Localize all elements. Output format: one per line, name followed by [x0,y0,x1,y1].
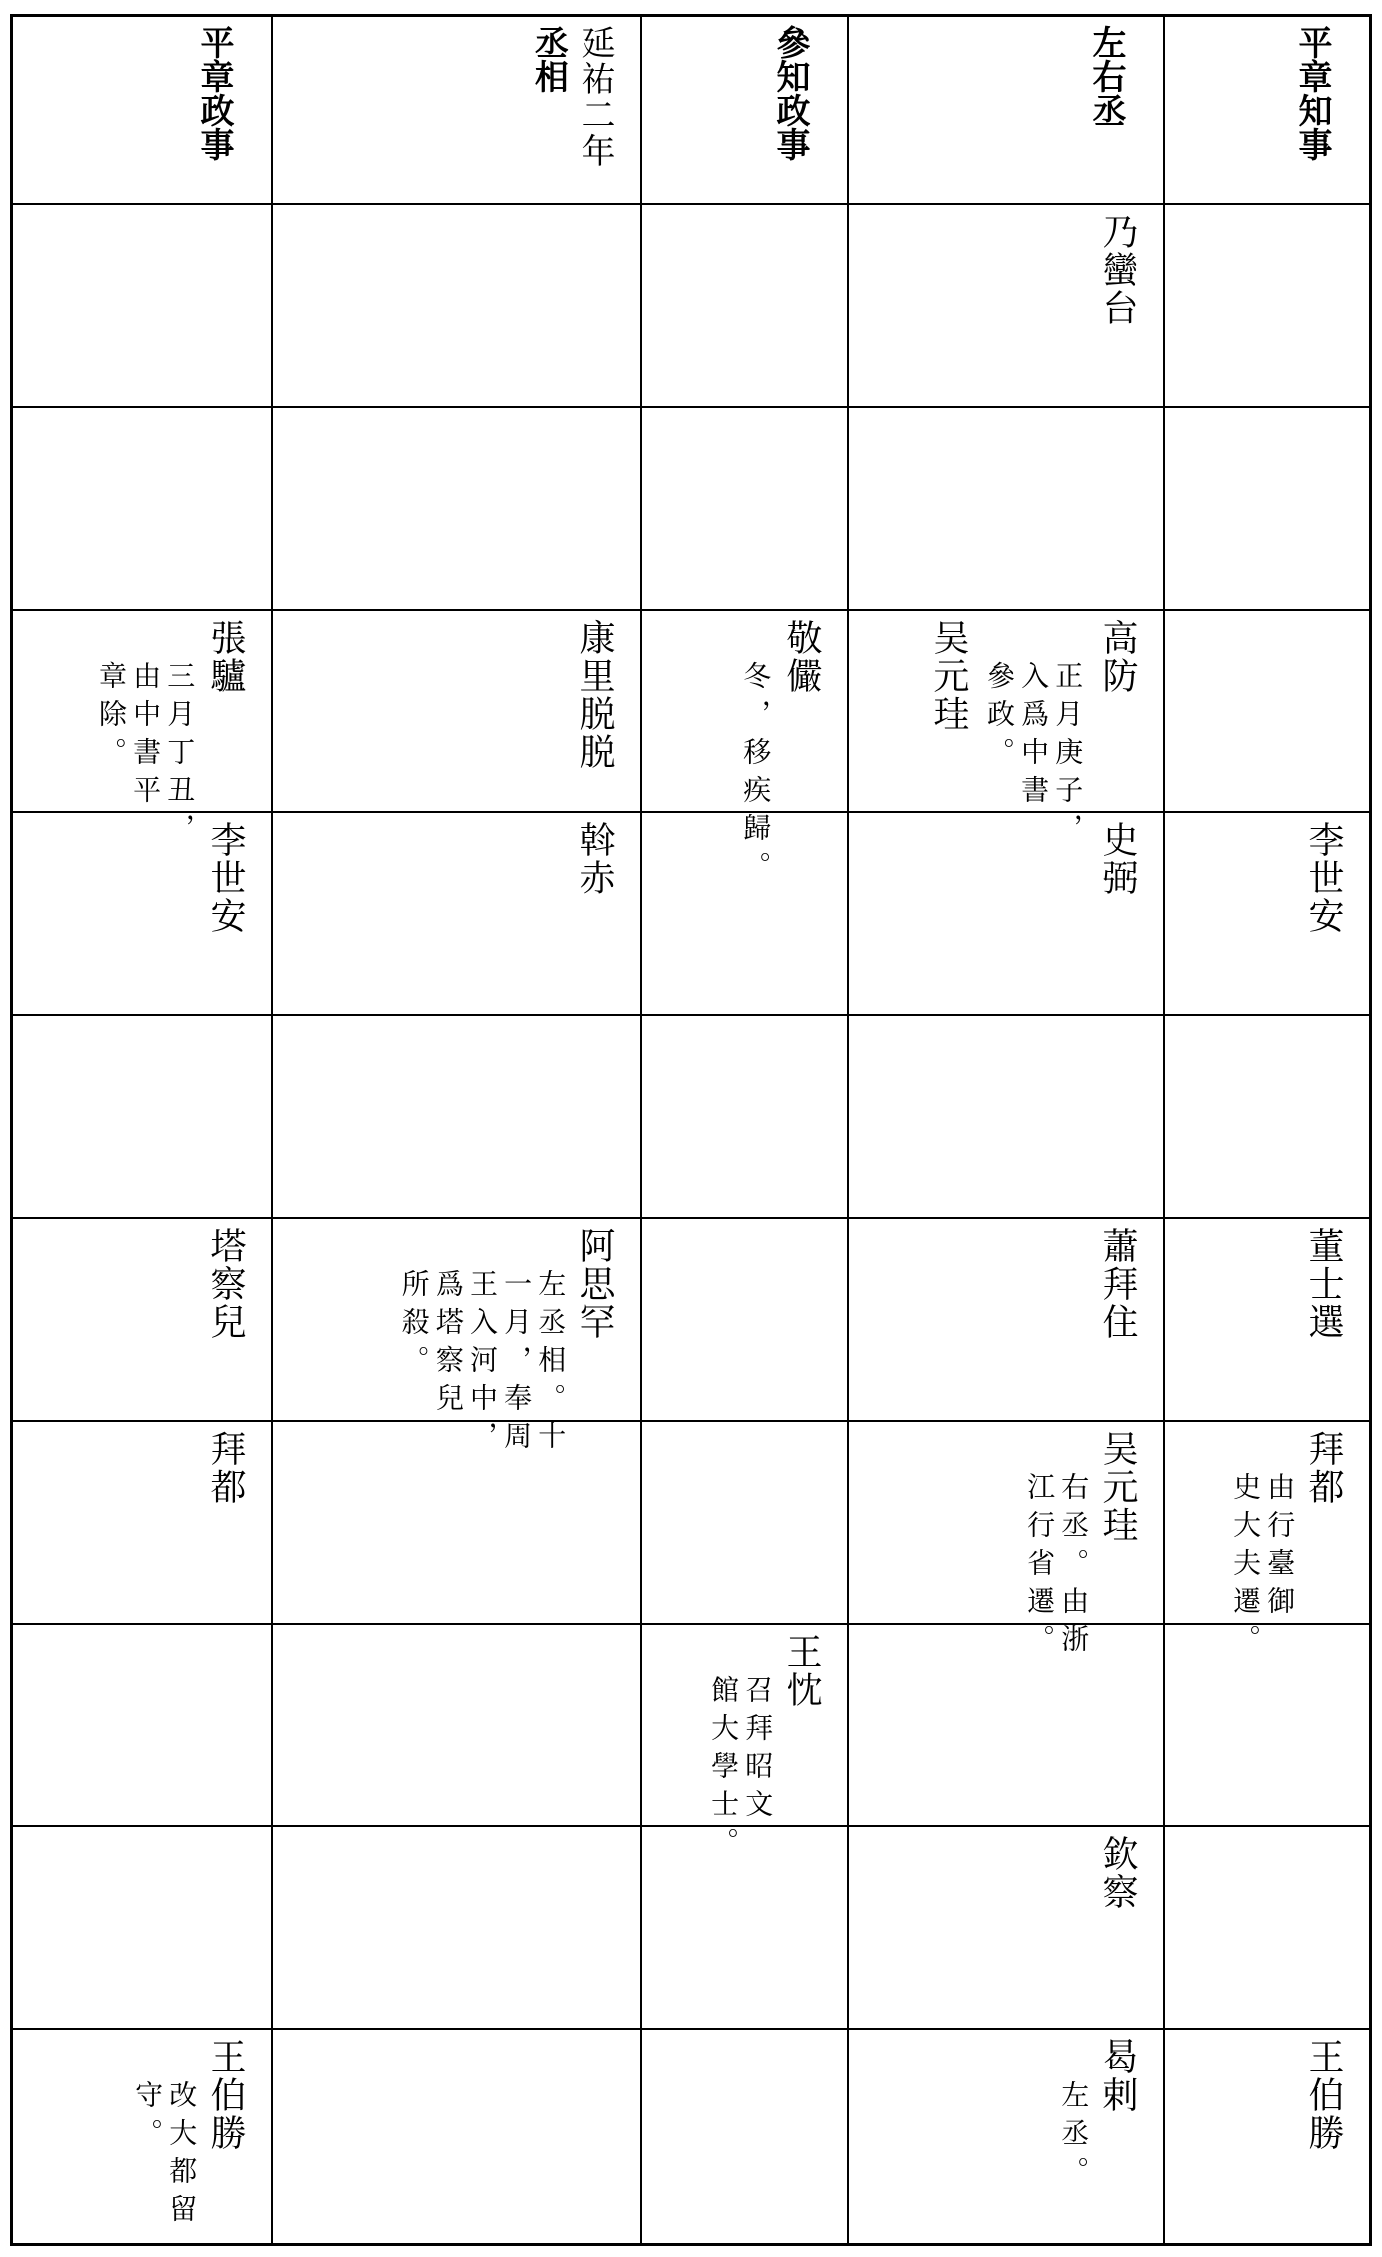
column-divider [640,17,642,2243]
header-cell [273,17,640,203]
official-name: 吴元珪 [927,619,969,733]
official-name: 張驢 [205,619,246,695]
official-name: 曷剌 [1097,2038,1138,2114]
official-name: 王伯勝 [1303,2038,1344,2152]
row-divider [13,406,1369,408]
header-label: 丞相 [528,25,569,93]
header-label: 參知政事 [770,25,810,161]
official-note: 三月丁丑， 由中書平 章除。 [94,661,197,851]
official-name: 阿思罕 [574,1227,615,1341]
table-cell [849,1219,1163,1420]
official-note: 召拜昭文 館大學士。 [707,1675,775,1865]
official-name: 董士選 [1303,1227,1344,1341]
official-name: 塔察兒 [205,1227,246,1341]
table-cell [849,205,1163,406]
official-name: 李世安 [205,821,246,935]
header-cell [849,17,1163,203]
table-cell [13,1219,271,1420]
table-cell [849,1422,1163,1662]
column-divider [1163,17,1165,2243]
table-cell [273,611,640,811]
table-cell [13,813,271,1014]
official-note: 由行臺御 史大夫遷。 [1229,1472,1297,1662]
official-name: 康里脱脱 [574,619,615,771]
official-name: 拜都 [1303,1430,1344,1506]
header-label: 左右丞 [1086,25,1126,127]
official-note: 正月庚子， 入爲中書 參政。 [982,661,1085,851]
official-note: 冬，移疾歸。 [739,661,773,889]
official-name: 高防 [1097,619,1138,695]
header-label: 平章知事 [1292,25,1332,161]
header-label: 平章政事 [194,25,234,161]
official-name: 敬儼 [781,619,822,695]
table-cell [1165,2030,1369,2243]
table-cell [849,1827,1163,2028]
table-cell [642,611,847,889]
column-divider [271,17,273,2243]
official-name: 欽察 [1097,1835,1138,1911]
official-name: 乃蠻台 [1097,213,1138,327]
official-note: 左丞相。十 一月，奉周 王入河中， 爲塔察兒 所殺。 [397,1269,568,1459]
official-name: 王忱 [781,1633,822,1709]
official-name: 吴元珪 [1097,1430,1138,1544]
official-name: 蕭拜住 [1097,1227,1138,1341]
table-cell [13,611,271,851]
table-cell [849,611,1163,851]
table-cell [273,1219,640,1459]
table-cell [273,813,640,1014]
table-cell [13,2030,271,2243]
table-cell [13,1422,271,1623]
annals-table [10,14,1372,2246]
header-cell [642,17,847,203]
table-cell [642,1625,847,1865]
official-name: 王伯勝 [205,2038,246,2152]
table-cell [849,813,1163,1014]
table-cell [849,2030,1163,2243]
table-cell [1165,1219,1369,1420]
official-name: 拜都 [205,1430,246,1506]
year-label: 延祐二年 [575,25,615,169]
official-name: 李世安 [1303,821,1344,935]
row-divider [13,1825,1369,1827]
header-cell [1165,17,1369,203]
table-cell [1165,813,1369,1014]
official-note: 右丞。由浙 江行省遷。 [1023,1472,1091,1662]
row-divider [13,1014,1369,1016]
official-note: 左丞。 [1057,2080,1091,2194]
official-name: 斡赤 [574,821,615,897]
row-divider [13,203,1369,205]
table-cell [1165,1422,1369,1662]
official-name: 史弼 [1097,821,1138,897]
header-cell [13,17,271,203]
official-note: 改大都留 守。 [131,2080,199,2232]
